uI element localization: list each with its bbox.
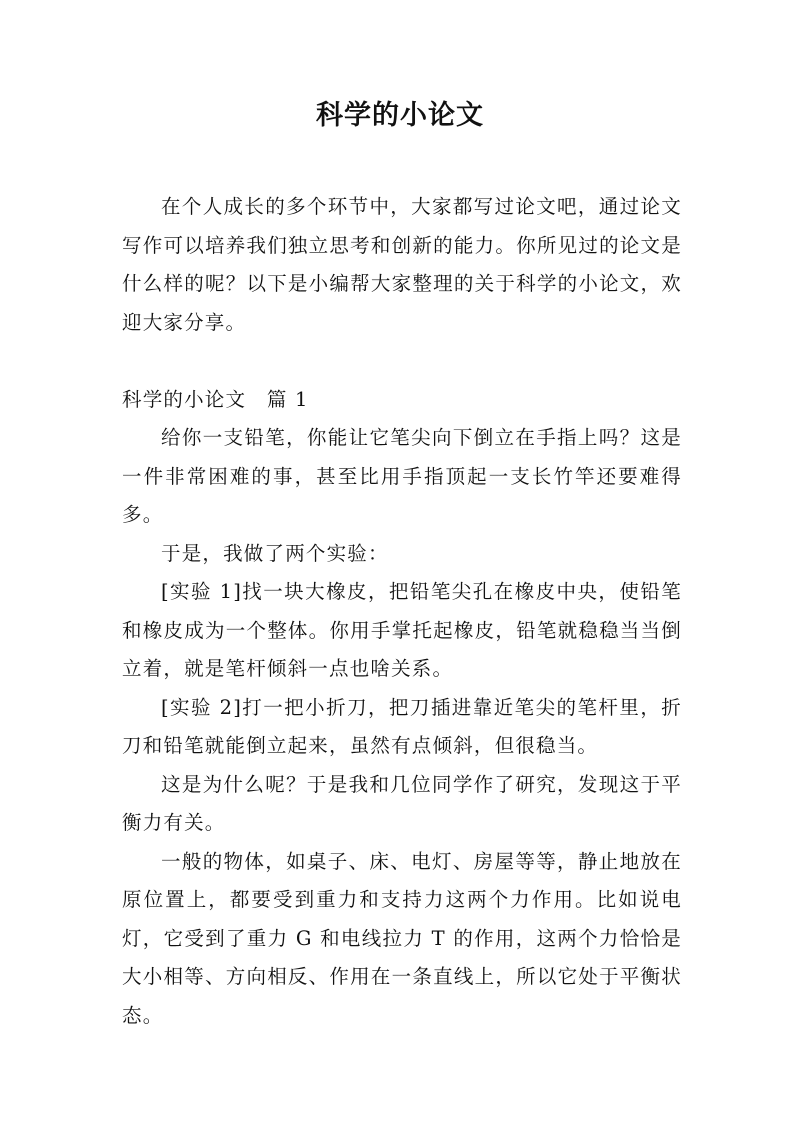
document-body — [122, 188, 682, 1035]
body-paragraph: 这是为什么呢？于是我和几位同学作了研究，发现这于平衡力有关。 — [122, 772, 682, 834]
body-paragraph: 一般的物体，如桌子、床、电灯、房屋等等，静止地放在原位置上，都要受到重力和支持力这两个力作用。比如说电灯，它受到了重力 G 和电线拉力 T 的作用，这两个力恰恰是大小相等、方向相反、作用在一条直线上，所以它处于平衡状态。 — [122, 849, 682, 1027]
body-paragraph: [实验 2]打一把小折刀，把刀插进靠近笔尖的笔杆里，折刀和铅笔就能倒立起来，虽然有点倾斜，但很稳当。 — [122, 695, 682, 757]
body-paragraph: 给你一支铅笔，你能让它笔尖向下倒立在手指上吗？这是一件非常困难的事，甚至比用手指顶起一支长竹竿还要难得多。 — [122, 426, 682, 526]
intro-paragraph: 在个人成长的多个环节中，大家都写过论文吧，通过论文写作可以培养我们独立思考和创新的能力。你所见过的论文是什么样的呢？以下是小编帮大家整理的关于科学的小论文，欢迎大家分享。 — [122, 195, 682, 334]
body-paragraph: [实验 1]找一块大橡皮，把铅笔尖孔在橡皮中央，使铅笔和橡皮成为一个整体。你用手掌托起橡皮，铅笔就稳稳当当倒立着，就是笔杆倾斜一点也啥关系。 — [122, 580, 682, 680]
section-heading: 科学的小论文 篇 1 — [122, 387, 309, 411]
page-title: 科学的小论文 — [316, 100, 484, 131]
body-paragraph: 于是，我做了两个实验： — [161, 541, 389, 565]
